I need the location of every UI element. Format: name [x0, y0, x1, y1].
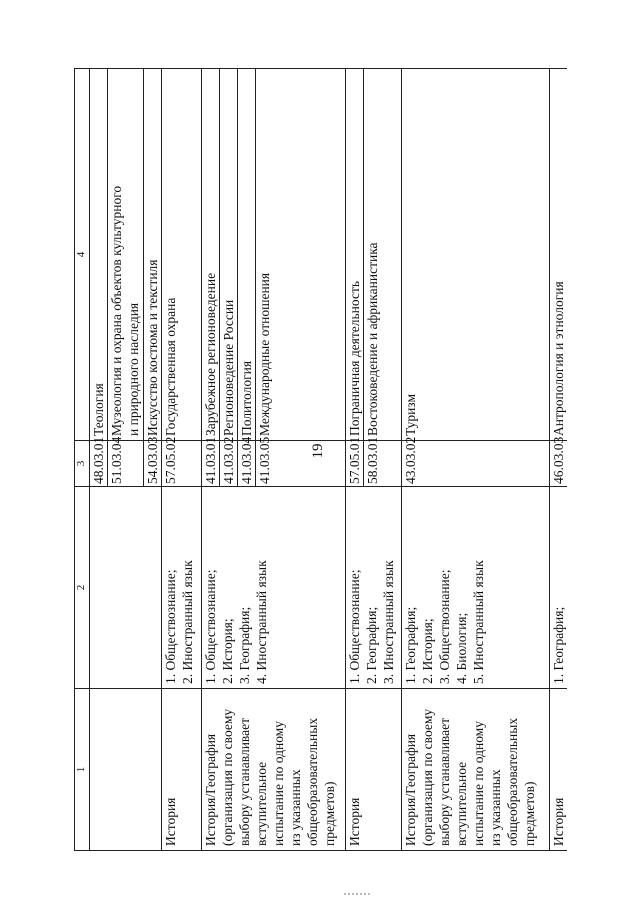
- subjects-cell: [402, 487, 550, 689]
- subject-item: 2. География;: [364, 606, 379, 684]
- exam-cell: [202, 689, 346, 851]
- table-row: [162, 69, 202, 851]
- exam-cell: История: [346, 689, 402, 851]
- exam-line: из указанных: [488, 769, 503, 846]
- subjects-cell: [202, 487, 346, 689]
- code-cell: 51.03.04: [108, 441, 144, 487]
- header-cell: 3: [75, 441, 90, 487]
- exam-line: вступительное: [454, 761, 469, 846]
- exam-line: выбору устанавливает: [237, 717, 252, 846]
- subject-item: 1. География;: [403, 606, 418, 684]
- page-number: 19: [310, 443, 326, 459]
- subject-item: 2. История;: [420, 618, 435, 684]
- exam-line: (организация по своему: [420, 708, 435, 846]
- code-cell: 41.03.05: [256, 441, 346, 487]
- name-cell: Туризм: [402, 69, 550, 441]
- subjects-cell-empty: [90, 487, 162, 689]
- code-cell: 43.03.02: [402, 441, 550, 487]
- header-row: [75, 69, 90, 851]
- code-cell: 41.03.01: [202, 441, 220, 487]
- subject-item: 3. География;: [237, 606, 252, 684]
- exam-cell: История: [550, 689, 568, 851]
- subject-item: 5. Иностранный язык: [471, 560, 486, 684]
- code-cell: 41.03.02: [220, 441, 238, 487]
- name-cell: Теология: [90, 69, 108, 441]
- scan-artifact: [344, 893, 370, 897]
- code-cell: 41.03.04: [238, 441, 256, 487]
- name-cell: Государственная охрана: [162, 69, 202, 441]
- subject-item: 2. История;: [220, 618, 235, 684]
- table-row: [550, 69, 568, 851]
- code-cell: 58.03.01: [364, 441, 402, 487]
- name-cell: Регионоведение России: [220, 69, 238, 441]
- subject-item: 1. Обществознание;: [163, 569, 178, 684]
- name-cell: Антропология и этнология: [550, 69, 568, 441]
- code-cell: 46.03.03: [550, 441, 568, 487]
- exam-line: История/География: [203, 733, 218, 846]
- exam-cell-empty: [90, 689, 162, 851]
- code-cell: 57.05.01: [346, 441, 364, 487]
- code-cell: 54.03.03: [144, 441, 162, 487]
- exam-line: предметов): [522, 781, 537, 846]
- code-cell: 57.05.02: [162, 441, 202, 487]
- code-cell: 48.03.01: [90, 441, 108, 487]
- name-cell: Пограничная деятельность: [346, 69, 364, 441]
- exam-line: из указанных: [288, 769, 303, 846]
- exam-line: общеобразовательных: [305, 717, 320, 846]
- exam-line: испытание по одному: [271, 721, 286, 846]
- table-row: [90, 69, 108, 851]
- subject-item: 3. Иностранный язык: [381, 560, 396, 684]
- name-cell: Политология: [238, 69, 256, 441]
- exam-line: (организация по своему: [220, 708, 235, 846]
- table-row: [202, 69, 220, 851]
- subject-item: 1. Обществознание;: [347, 569, 362, 684]
- header-cell: 1: [75, 689, 90, 851]
- name-cell: Востоковедение и африканистика: [364, 69, 402, 441]
- subjects-cell: 1. География;: [550, 487, 568, 689]
- name-cell: [108, 69, 144, 441]
- subject-item: 3. Обществознание;: [437, 569, 452, 684]
- admission-table: [74, 68, 567, 851]
- name-cell: Искусство костюма и текстиля: [144, 69, 162, 441]
- subjects-cell: [346, 487, 402, 689]
- name-line: и природного наследия: [126, 302, 141, 436]
- header-cell: 2: [75, 487, 90, 689]
- subject-item: 2. Иностранный язык: [180, 560, 195, 684]
- header-cell: 4: [75, 69, 90, 441]
- name-cell: Зарубежное регионоведение: [202, 69, 220, 441]
- subject-item: 1. Обществознание;: [203, 569, 218, 684]
- subject-item: 4. Биология;: [454, 612, 469, 684]
- subject-item: 4. Иностранный язык: [254, 560, 269, 684]
- table-row: [346, 69, 364, 851]
- exam-line: выбору устанавливает: [437, 717, 452, 846]
- exam-line: общеобразовательных: [505, 717, 520, 846]
- subjects-cell: [162, 487, 202, 689]
- table-row: [402, 69, 550, 851]
- exam-line: вступительное: [254, 761, 269, 846]
- exam-line: История/География: [403, 733, 418, 846]
- name-cell: Международные отношения: [256, 69, 346, 441]
- exam-cell: [402, 689, 550, 851]
- exam-line: предметов): [322, 781, 337, 846]
- exam-line: испытание по одному: [471, 721, 486, 846]
- rotated-table-container: [74, 69, 566, 851]
- exam-cell: История: [162, 689, 202, 851]
- name-line: Музеология и охрана объектов культурного: [109, 185, 124, 436]
